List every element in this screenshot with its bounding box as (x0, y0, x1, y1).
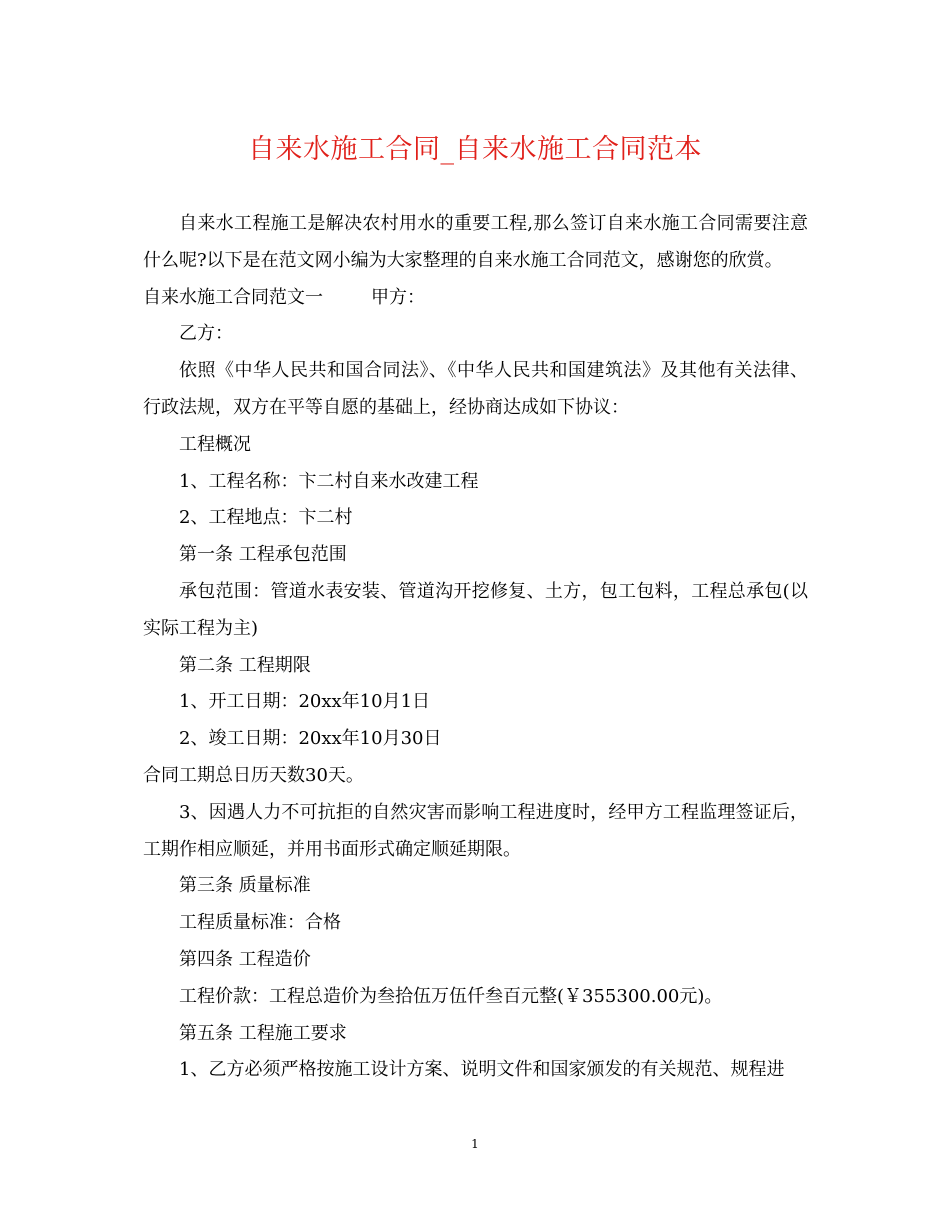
sample-heading: 自来水施工合同范文一 (143, 286, 323, 308)
section-heading: 工程概况 (179, 433, 251, 455)
paragraph: 1、工程名称：卞二村自来水改建工程 (179, 470, 479, 492)
article-heading: 第一条 工程承包范围 (179, 544, 347, 566)
article-heading: 第五条 工程施工要求 (179, 1022, 347, 1044)
paragraph: 1、开工日期：20xx年10月1日 (179, 691, 431, 713)
page-title: 自来水施工合同_自来水施工合同范本 (248, 134, 702, 165)
intro-paragraph: 自来水工程施工是解决农村用水的重要工程,那么签订自来水施工合同需要注意什么呢?以下是在范文网小编为大家整理的自来水施工合同范文，感谢您的欣赏。 (143, 213, 808, 271)
article-heading: 第二条 工程期限 (179, 654, 311, 676)
paragraph: 工程质量标准：合格 (179, 912, 341, 934)
article-heading: 第三条 质量标准 (179, 875, 311, 897)
article-heading: 第四条 工程造价 (179, 948, 311, 970)
party-a-label: 甲方： (371, 286, 425, 308)
paragraph: 承包范围：管道水表安装、管道沟开挖修复、土方，包工包料，工程总承包(以实际工程为主) (143, 580, 808, 639)
paragraph: 工程价款：工程总造价为叁拾伍万伍仟叁百元整(￥355300.00元)。 (179, 985, 723, 1007)
document-body (143, 206, 808, 1089)
paragraph: 依照《中华人民共和国合同法》、《中华人民共和国建筑法》及其他有关法律、行政法规，双方在平等自愿的基础上，经协商达成如下协议： (143, 360, 808, 418)
page-number: 1 (471, 1137, 479, 1151)
paragraph: 1、乙方必须严格按施工设计方案、说明文件和国家颁发的有关规范、规程进 (179, 1059, 785, 1081)
paragraph: 2、竣工日期：20xx年10月30日 (179, 728, 442, 750)
paragraph: 2、工程地点：卞二村 (179, 507, 353, 529)
flush-paragraph: 合同工期总日历天数30天。 (143, 764, 364, 786)
party-b-label: 乙方： (179, 323, 233, 345)
sample-heading-line (143, 280, 808, 317)
paragraph: 3、因遇人力不可抗拒的自然灾害而影响工程进度时，经甲方工程监理签证后，工期作相应顺延，并用书面形式确定顺延期限。 (143, 801, 808, 860)
